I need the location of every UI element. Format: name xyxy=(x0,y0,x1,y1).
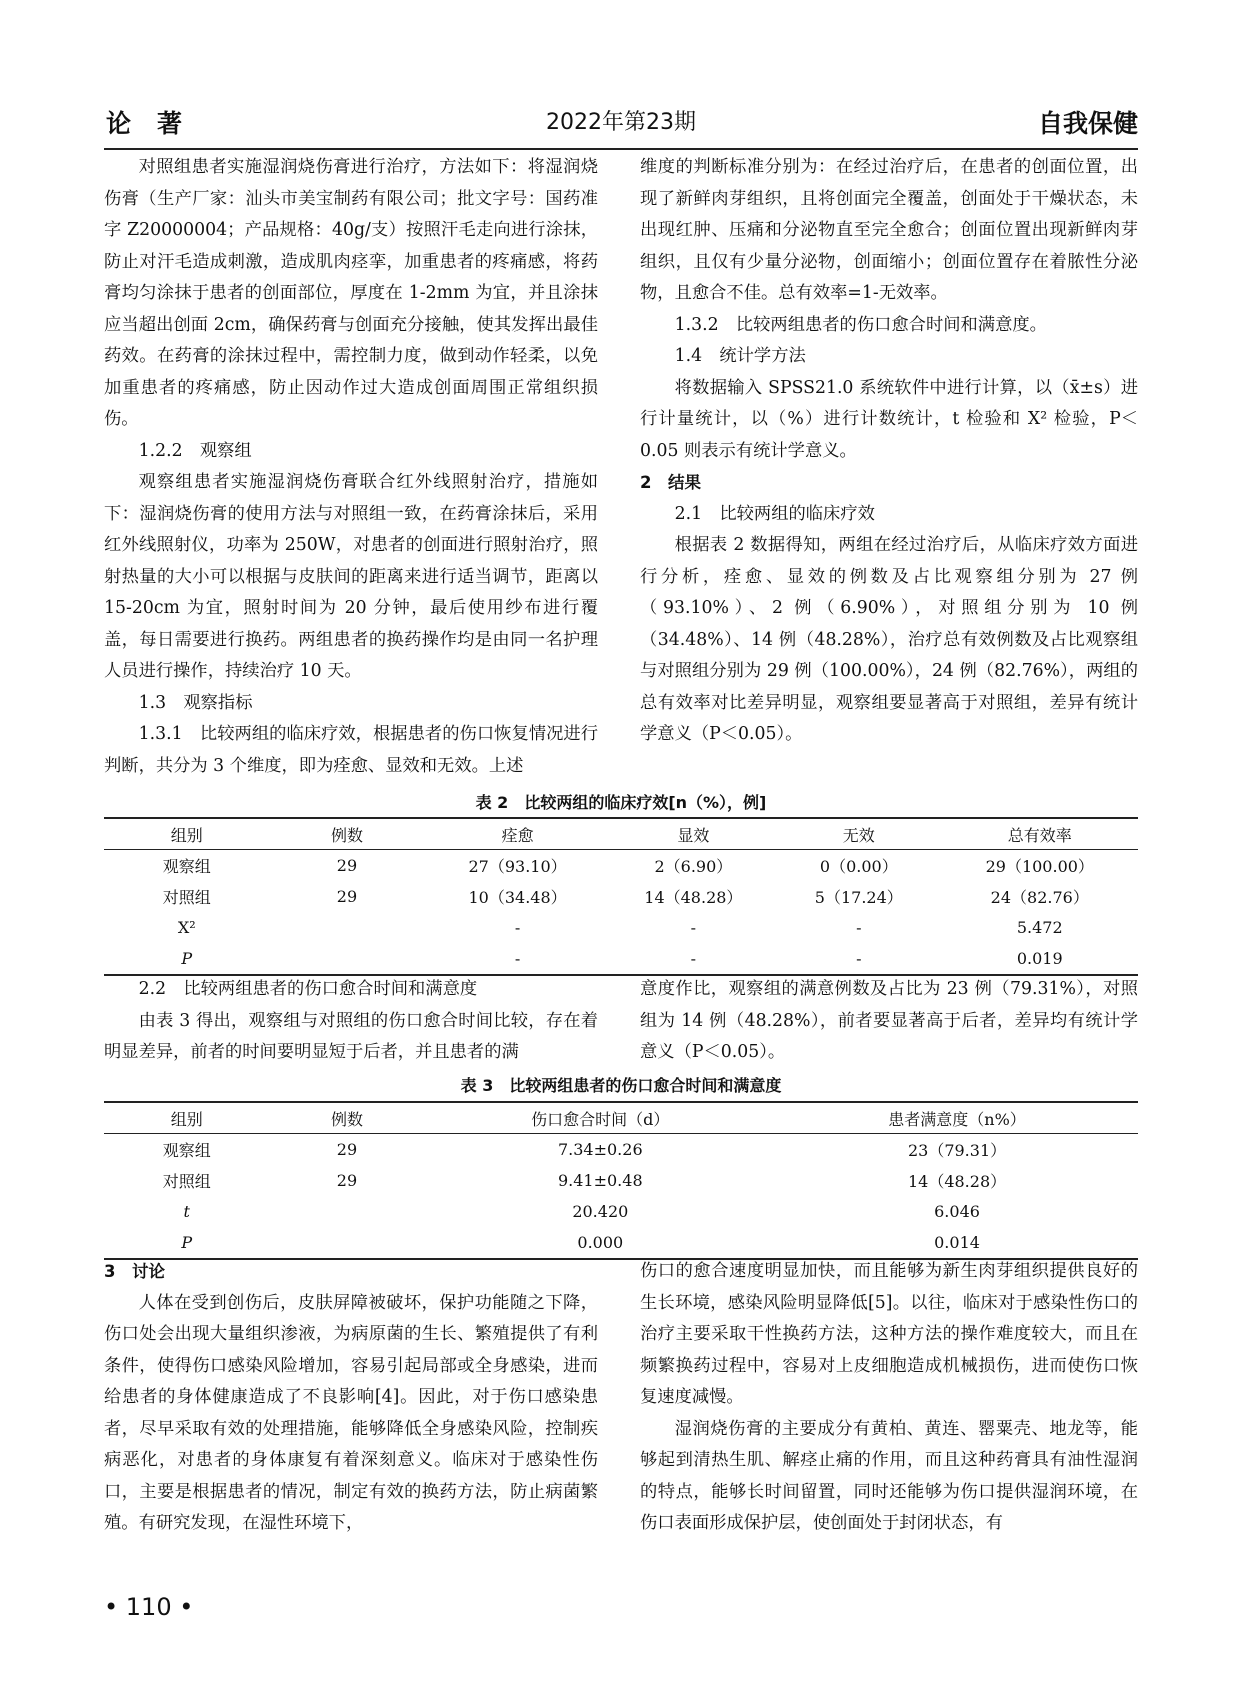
table-cell: 0.019 xyxy=(1016,949,1063,968)
paragraph: 根据表 2 数据得知，两组在经过治疗后，从临床疗效方面进行分析，痊愈、显效的例数及占比观察组分别为 27 例（93.10%）、2 例（6.90%），对照组分别为 10 例（34.48%）、14 例（48.28%），治疗总有效例数及占比观察组与对照组分别为 29 例（100.00%），24 例（82.76%），两组的总有效率对比差异明显，观察组要显著高于对照组，差异有统计学意义（P＜0.05）。 xyxy=(640,535,1138,744)
table-cell: t xyxy=(183,1202,190,1221)
paragraph: 2.1 比较两组的临床疗效 xyxy=(674,503,875,524)
paragraph: 1.3.1 比较两组的临床疗效，根据患者的伤口恢复情况进行判断，共分为 3 个维度，即为痊愈、显效和无效。上述 xyxy=(104,724,598,776)
column-top-left xyxy=(104,152,598,782)
table-row xyxy=(104,912,1138,943)
table2-caption: 表 2 比较两组的临床疗效[n（%），例] xyxy=(475,793,767,812)
table-cell: 7.34±0.26 xyxy=(557,1140,643,1159)
column-header: 患者满意度（n%） xyxy=(776,1102,1138,1134)
table-cell: 对照组 xyxy=(162,888,211,907)
table-cell: 27（93.10） xyxy=(468,857,567,876)
table-cell: 0.000 xyxy=(577,1233,624,1252)
table-cell: 29 xyxy=(336,856,358,875)
column-header: 无效 xyxy=(776,818,941,850)
table-cell: 29 xyxy=(336,1171,358,1190)
table-cell: 观察组 xyxy=(162,857,211,876)
table-row xyxy=(104,1227,1138,1259)
table-cell: 14（48.28） xyxy=(644,888,743,907)
table-cell xyxy=(269,943,424,975)
paragraph: 由表 3 得出，观察组与对照组的伤口愈合时间比较，存在着明显差异，前者的时间要明显短于后者，并且患者的满 xyxy=(104,1010,598,1062)
paragraph: 3 讨论 xyxy=(104,1262,165,1281)
column-header: 组别 xyxy=(104,818,269,850)
table-row xyxy=(104,943,1138,975)
table-cell: - xyxy=(856,918,862,937)
table-cell: 14（48.28） xyxy=(907,1172,1007,1191)
header-section: 论著 xyxy=(106,109,209,138)
table-cell: 6.046 xyxy=(934,1202,980,1221)
table-row xyxy=(104,1165,1138,1196)
column-bottom-left xyxy=(104,1256,598,1540)
paragraph: 将数据输入 SPSS21.0 系统软件中进行计算，以（x̄±s）进行计量统计，以（%）进行计数统计，t 检验和 X² 检验，P＜0.05 则表示有统计学意义。 xyxy=(640,377,1138,461)
paragraph: 2 结果 xyxy=(640,473,701,492)
paragraph: 人体在受到创伤后，皮肤屏障被破坏，保护功能随之下降，伤口处会出现大量组织渗液，为病原菌的生长、繁殖提供了有利条件，使得伤口感染风险增加，容易引起局部或全身感染，进而给患者的身体健康造成了不良影响[4]。因此，对于伤口感染患者，尽早采取有效的处理措施，能够降低全身感染风险，控制疾病恶化，对患者的身体康复有着深刻意义。临床对于感染性伤口，主要是根据患者的情况，制定有效的换药方法，防止病菌繁殖。有研究发现，在湿性环境下， xyxy=(104,1292,598,1533)
paragraph: 对照组患者实施湿润烧伤膏进行治疗，方法如下：将湿润烧伤膏（生产厂家：汕头市美宝制药有限公司；批文字号：国药准字 Z20000004；产品规格：40g/支）按照汗毛走向进行涂抹，防止对汗毛造成刺激，造成肌肉痉挛，加重患者的疼痛感，将药膏均匀涂抹于患者的创面部位，厚度在 1-2mm 为宜，并且涂抹应当超出创面 2cm，确保药膏与创面充分接触，使其发挥出最佳药效。在药膏的涂抹过程中，需控制力度，做到动作轻柔，以免加重患者的疼痛感，防止因动作过大造成创面周围正常组织损伤。 xyxy=(104,157,598,429)
paragraph: 维度的判断标准分别为：在经过治疗后，在患者的创面位置，出现了新鲜肉芽组织，且将创面完全覆盖，创面处于干燥状态，未出现红肿、压痛和分泌物直至完全愈合；创面位置出现新鲜肉芽组织，且仅有少量分泌物，创面缩小；创面位置存在着脓性分泌物，且愈合不佳。总有效率=1-无效率。 xyxy=(640,157,1138,303)
table-cell: 对照组 xyxy=(162,1172,211,1191)
table-cell: 29 xyxy=(336,887,358,906)
header-rule xyxy=(104,148,1138,150)
table-cell: 观察组 xyxy=(162,1141,211,1160)
column-top-right xyxy=(640,152,1138,751)
column-header: 伤口愈合时间（d） xyxy=(425,1102,777,1134)
table-cell: 9.41±0.48 xyxy=(557,1171,643,1190)
table-cell: 5.472 xyxy=(1016,918,1063,937)
table-cell: - xyxy=(856,949,862,968)
paragraph: 伤口的愈合速度明显加快，而且能够为新生肉芽组织提供良好的生长环境，感染风险明显降低[5]。以往，临床对于感染性伤口的治疗主要采取干性换药方法，这种方法的操作难度较大，而且在频繁换药过程中，容易对上皮细胞造成机械损伤，进而使伤口恢复速度减慢。 xyxy=(640,1261,1138,1407)
paragraph: 观察组患者实施湿润烧伤膏联合红外线照射治疗，措施如下：湿润烧伤膏的使用方法与对照组一致，在药膏涂抹后，采用红外线照射仪，功率为 250W，对患者的创面进行照射治疗，照射热量的大小可以根据与皮肤间的距离来进行适当调节，距离以 15-20cm 为宜，照射时间为 20 分钟，最后使用纱布进行覆盖，每日需要进行换药。两组患者的换药操作均是由同一名护理人员进行操作，持续治疗 10 天。 xyxy=(104,472,598,681)
table-row xyxy=(104,850,1138,882)
column-header: 例数 xyxy=(269,1102,424,1134)
column-header: 痊愈 xyxy=(425,818,611,850)
table-cell: 0.014 xyxy=(934,1233,980,1252)
table-row xyxy=(104,881,1138,912)
column-mid-left xyxy=(104,974,598,1069)
table-cell: 10（34.48） xyxy=(468,888,567,907)
table3 xyxy=(104,1101,1138,1260)
table-cell: - xyxy=(514,949,521,968)
table-cell: X² xyxy=(177,918,196,937)
paragraph: 1.3.2 比较两组患者的伤口愈合时间和满意度。 xyxy=(674,314,1047,335)
table-cell: 2（6.90） xyxy=(654,857,733,876)
table-cell: 29 xyxy=(336,1140,358,1159)
paragraph: 意度作比，观察组的满意例数及占比为 23 例（79.31%），对照组为 14 例（48.28%），前者要显著高于后者，差异均有统计学意义（P＜0.05）。 xyxy=(640,979,1138,1062)
header-journal: 自我保健 xyxy=(1037,109,1138,138)
paragraph: 1.4 统计学方法 xyxy=(674,346,806,366)
table-cell xyxy=(269,912,424,943)
column-header: 例数 xyxy=(269,818,424,850)
running-header xyxy=(104,100,1138,144)
table2 xyxy=(104,817,1138,976)
column-header: 组别 xyxy=(104,1102,269,1134)
header-issue: 2022年第23期 xyxy=(546,110,696,135)
table-cell xyxy=(269,1227,424,1259)
column-header: 总有效率 xyxy=(942,818,1138,850)
table-cell xyxy=(269,1196,424,1227)
paragraph: 湿润烧伤膏的主要成分有黄柏、黄连、罂粟壳、地龙等，能够起到清热生肌、解痉止痛的作用，而且这种药膏具有油性湿润的特点，能够长时间留置，同时还能够为伤口提供湿润环境，在伤口表面形成保护层，使创面处于封闭状态，有 xyxy=(640,1418,1138,1533)
table-cell: - xyxy=(690,949,697,968)
table-cell: 20.420 xyxy=(572,1202,629,1221)
table3-caption: 表 3 比较两组患者的伤口愈合时间和满意度 xyxy=(460,1076,782,1095)
column-mid-right xyxy=(640,974,1138,1069)
table-row xyxy=(104,1196,1138,1227)
table-cell: - xyxy=(514,918,521,937)
page-number: • 110 • xyxy=(104,1593,194,1621)
table-cell: P xyxy=(181,1233,193,1252)
table-cell: 0（0.00） xyxy=(819,857,898,876)
table-cell: - xyxy=(690,918,697,937)
paragraph: 1.3 观察指标 xyxy=(138,692,253,713)
table-cell: 29（100.00） xyxy=(985,857,1094,876)
column-header: 显效 xyxy=(611,818,776,850)
column-bottom-right xyxy=(640,1256,1138,1540)
paragraph: 1.2.2 观察组 xyxy=(138,440,252,461)
table-cell: 5（17.24） xyxy=(814,888,903,907)
table-row xyxy=(104,1134,1138,1166)
table-cell: 23（79.31） xyxy=(907,1141,1007,1160)
table-cell: P xyxy=(181,949,193,968)
paragraph: 2.2 比较两组患者的伤口愈合时间和满意度 xyxy=(138,979,478,999)
table-cell: 24（82.76） xyxy=(990,888,1089,907)
